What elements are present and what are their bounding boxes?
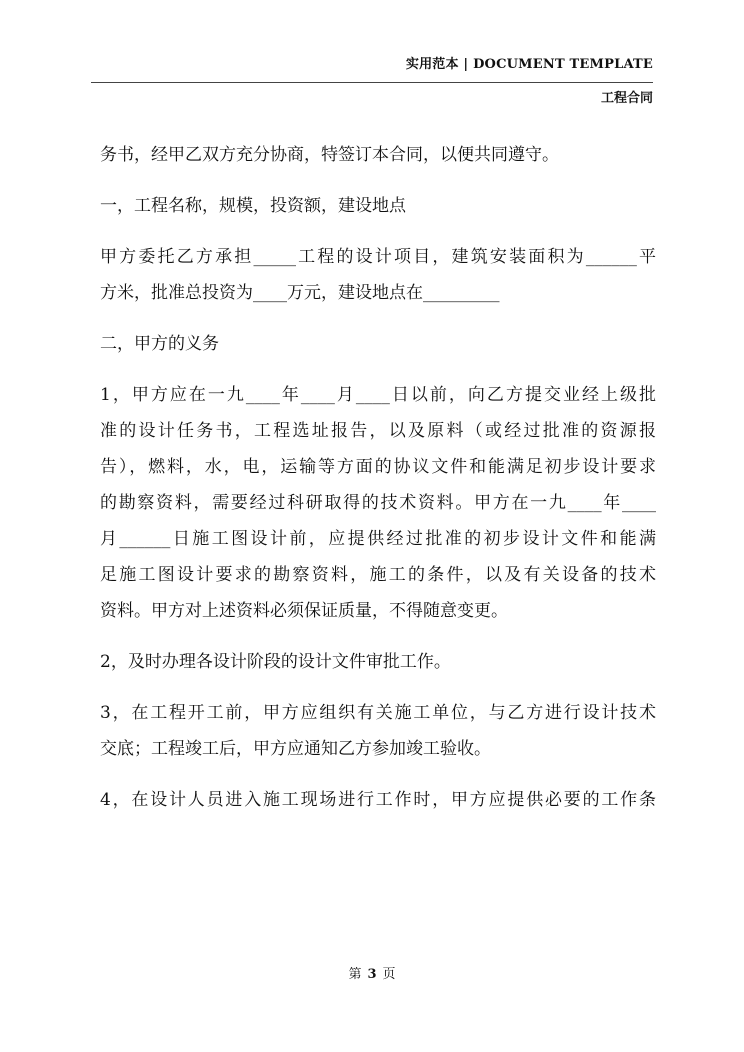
paragraph-gap — [100, 173, 656, 188]
header-document-type: 工程合同 — [600, 91, 653, 106]
paragraph-gap — [100, 767, 656, 782]
document-body — [100, 137, 656, 818]
text-line: 3，在工程开工前，甲方应组织有关施工单位，与乙方进行设计技术 — [100, 703, 656, 723]
text-line: 甲方委托乙方承担_____工程的设计项目，建筑安装面积为______平 — [100, 247, 656, 267]
text-line: 一，工程名称，规模，投资额，建设地点 — [100, 196, 406, 216]
text-line: 准的设计任务书，工程选址报告，以及原料（或经过批准的资源报 — [100, 421, 656, 441]
paragraph-gap — [100, 680, 656, 695]
page-prefix: 第 — [348, 967, 362, 982]
paragraph — [100, 644, 656, 680]
page-footer — [0, 963, 744, 982]
paragraph — [100, 326, 656, 362]
text-line: 资料。甲方对上述资料必须保证质量，不得随意变更。 — [100, 601, 508, 621]
text-line: 4，在设计人员进入施工现场进行工作时，甲方应提供必要的工作条 — [100, 790, 656, 810]
text-line: 交底；工程竣工后，甲方应通知乙方参加竣工验收。 — [100, 739, 491, 759]
text-line: 的勘察资料，需要经过科研取得的技术资料。甲方在一九____年____ — [100, 493, 656, 513]
paragraph — [100, 695, 656, 767]
header-brand: 实用范本 | DOCUMENT TEMPLATE — [405, 57, 653, 72]
text-line: 月______日施工图设计前，应提供经过批准的初步设计文件和能满 — [100, 529, 656, 549]
paragraph — [100, 377, 656, 629]
text-line: 2，及时办理各设计阶段的设计文件审批工作。 — [100, 652, 451, 672]
text-line: 方米，批准总投资为____万元，建设地点在_________ — [100, 283, 500, 303]
paragraph — [100, 188, 656, 224]
text-line: 告），燃料，水，电，运输等方面的协议文件和能满足初步设计要求 — [100, 457, 656, 477]
text-line: 足施工图设计要求的勘察资料，施工的条件，以及有关设备的技术 — [100, 565, 656, 585]
header-divider — [91, 82, 653, 83]
text-line: 1，甲方应在一九____年____月____日以前，向乙方提交业经上级批 — [100, 385, 656, 405]
paragraph — [100, 239, 656, 311]
paragraph-gap — [100, 311, 656, 326]
paragraph-gap — [100, 362, 656, 377]
paragraph — [100, 137, 656, 173]
paragraph — [100, 782, 656, 818]
page-number: 3 — [367, 967, 377, 982]
paragraph-gap — [100, 629, 656, 644]
paragraph-gap — [100, 224, 656, 239]
text-line: 二，甲方的义务 — [100, 334, 219, 354]
text-line: 务书，经甲乙双方充分协商，特签订本合同，以便共同遵守。 — [100, 145, 559, 165]
page-suffix: 页 — [382, 967, 396, 982]
